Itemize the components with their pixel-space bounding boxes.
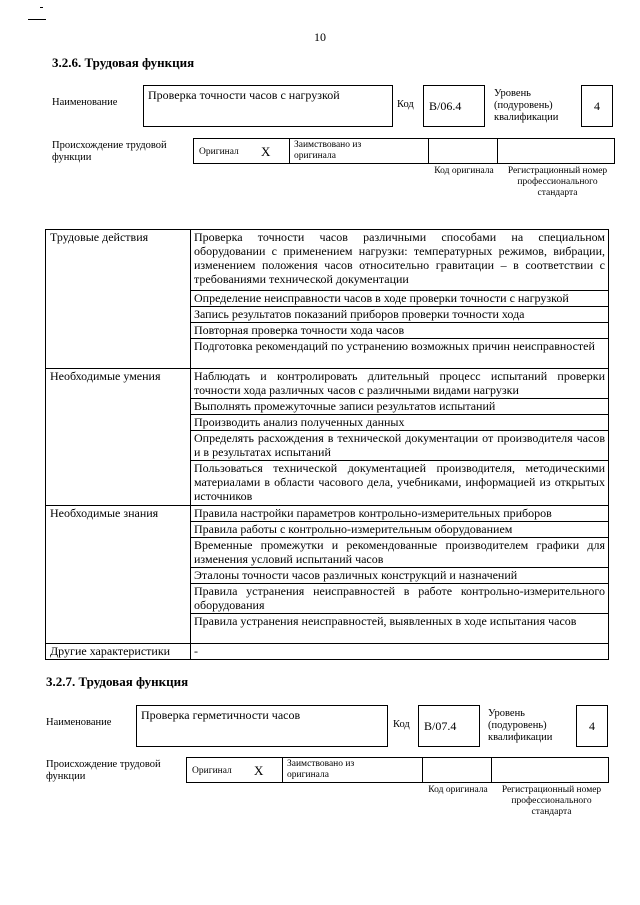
origin-original-cell <box>186 757 283 783</box>
section-title: 3.2.6. Трудовая функция <box>52 55 195 70</box>
borrowed-cell <box>289 138 429 164</box>
level-box <box>581 85 613 127</box>
original-mark: X <box>261 144 271 159</box>
table-cell: Проверка точности часов различными способами на специальном оборудовании с применением нагрузки: температурных режимов, вибрации, изменением положения часов относительно гравитации – в соответствии с требованиями технической документации <box>191 230 609 291</box>
page-number: 10 <box>314 30 326 44</box>
scan-mark <box>28 19 46 20</box>
reg-number-label: Регистрационный номер профессионального стандарта <box>507 166 608 198</box>
table-row <box>46 506 609 522</box>
table-row <box>46 644 609 660</box>
table-cell: Пользоваться технической документацией производителя, методическими материалами в области часового дела, учебниками, информацией из открытых источников <box>191 461 609 506</box>
code-label: Код <box>397 99 414 110</box>
scan-mark <box>40 7 43 8</box>
reg-number-label: Регистрационный номер профессионального стандарта <box>501 785 602 817</box>
name-label: Наименование <box>46 717 112 728</box>
table-cell: Производить анализ полученных данных <box>191 415 609 431</box>
borrowed-label: Заимствовано из оригинала <box>287 759 355 780</box>
original-mark: X <box>254 763 264 778</box>
table-cell: Определять расхождения в технической документации от производителя часов и в результатах испытаний <box>191 431 609 461</box>
borrowed-cell <box>282 757 423 783</box>
table-cell: - <box>191 644 609 660</box>
original-label: Оригинал <box>199 147 239 157</box>
code-box <box>418 705 480 747</box>
name-label: Наименование <box>52 97 118 108</box>
group-label-actions: Трудовые действия <box>46 230 191 369</box>
level-box <box>576 705 608 747</box>
code-original-cell <box>428 138 498 164</box>
table-row <box>46 369 609 399</box>
table-cell: Определение неисправности часов в ходе проверки точности с нагрузкой <box>191 291 609 307</box>
table-cell: Запись результатов показаний приборов проверки точности хода <box>191 307 609 323</box>
level-value: 4 <box>594 99 600 113</box>
function-name-box <box>136 705 388 747</box>
origin-label: Происхождение трудовой функции <box>52 140 167 163</box>
table-cell: Выполнять промежуточные записи результатов испытаний <box>191 399 609 415</box>
code-original-label: Код оригинала <box>434 166 494 176</box>
group-label-knowledge: Необходимые знания <box>46 506 191 644</box>
function-name: Проверка герметичности часов <box>141 708 301 722</box>
level-label: Уровень (подуровень) квалификации <box>494 88 559 123</box>
table-cell: Подготовка рекомендаций по устранению возможных причин неисправностей <box>191 339 609 369</box>
code-label: Код <box>393 719 410 730</box>
borrowed-label: Заимствовано из оригинала <box>294 140 362 161</box>
table-cell: Правила настройки параметров контрольно-измерительных приборов <box>191 506 609 522</box>
origin-label: Происхождение трудовой функции <box>46 759 161 782</box>
code-value: B/07.4 <box>424 719 457 733</box>
code-original-cell <box>422 757 492 783</box>
code-value: B/06.4 <box>429 99 462 113</box>
level-label: Уровень (подуровень) квалификации <box>488 708 553 743</box>
code-original-label: Код оригинала <box>428 785 488 795</box>
table-cell: Правила устранения неисправностей, выявленных в ходе испытания часов <box>191 614 609 644</box>
group-label-other: Другие характеристики <box>46 644 191 660</box>
table-cell: Временные промежутки и рекомендованные производителем графики для изменения условий испытаний часов <box>191 538 609 568</box>
table-cell: Повторная проверка точности хода часов <box>191 323 609 339</box>
function-details-table <box>45 229 609 660</box>
reg-number-cell <box>497 138 615 164</box>
level-value: 4 <box>589 719 595 733</box>
function-name: Проверка точности часов с нагрузкой <box>148 88 340 102</box>
function-name-box <box>143 85 393 127</box>
table-cell: Наблюдать и контролировать длительный процесс испытаний проверки точности хода различных часов с различными видами нагрузки <box>191 369 609 399</box>
original-label: Оригинал <box>192 766 232 776</box>
code-box <box>423 85 485 127</box>
group-label-skills: Необходимые умения <box>46 369 191 506</box>
table-cell: Правила работы с контрольно-измерительным оборудованием <box>191 522 609 538</box>
table-row <box>46 230 609 291</box>
table-cell: Правила устранения неисправностей в работе контрольно-измерительного оборудования <box>191 584 609 614</box>
origin-original-cell <box>193 138 290 164</box>
reg-number-cell <box>491 757 609 783</box>
section-title: 3.2.7. Трудовая функция <box>46 674 189 689</box>
table-cell: Эталоны точности часов различных конструкций и назначений <box>191 568 609 584</box>
